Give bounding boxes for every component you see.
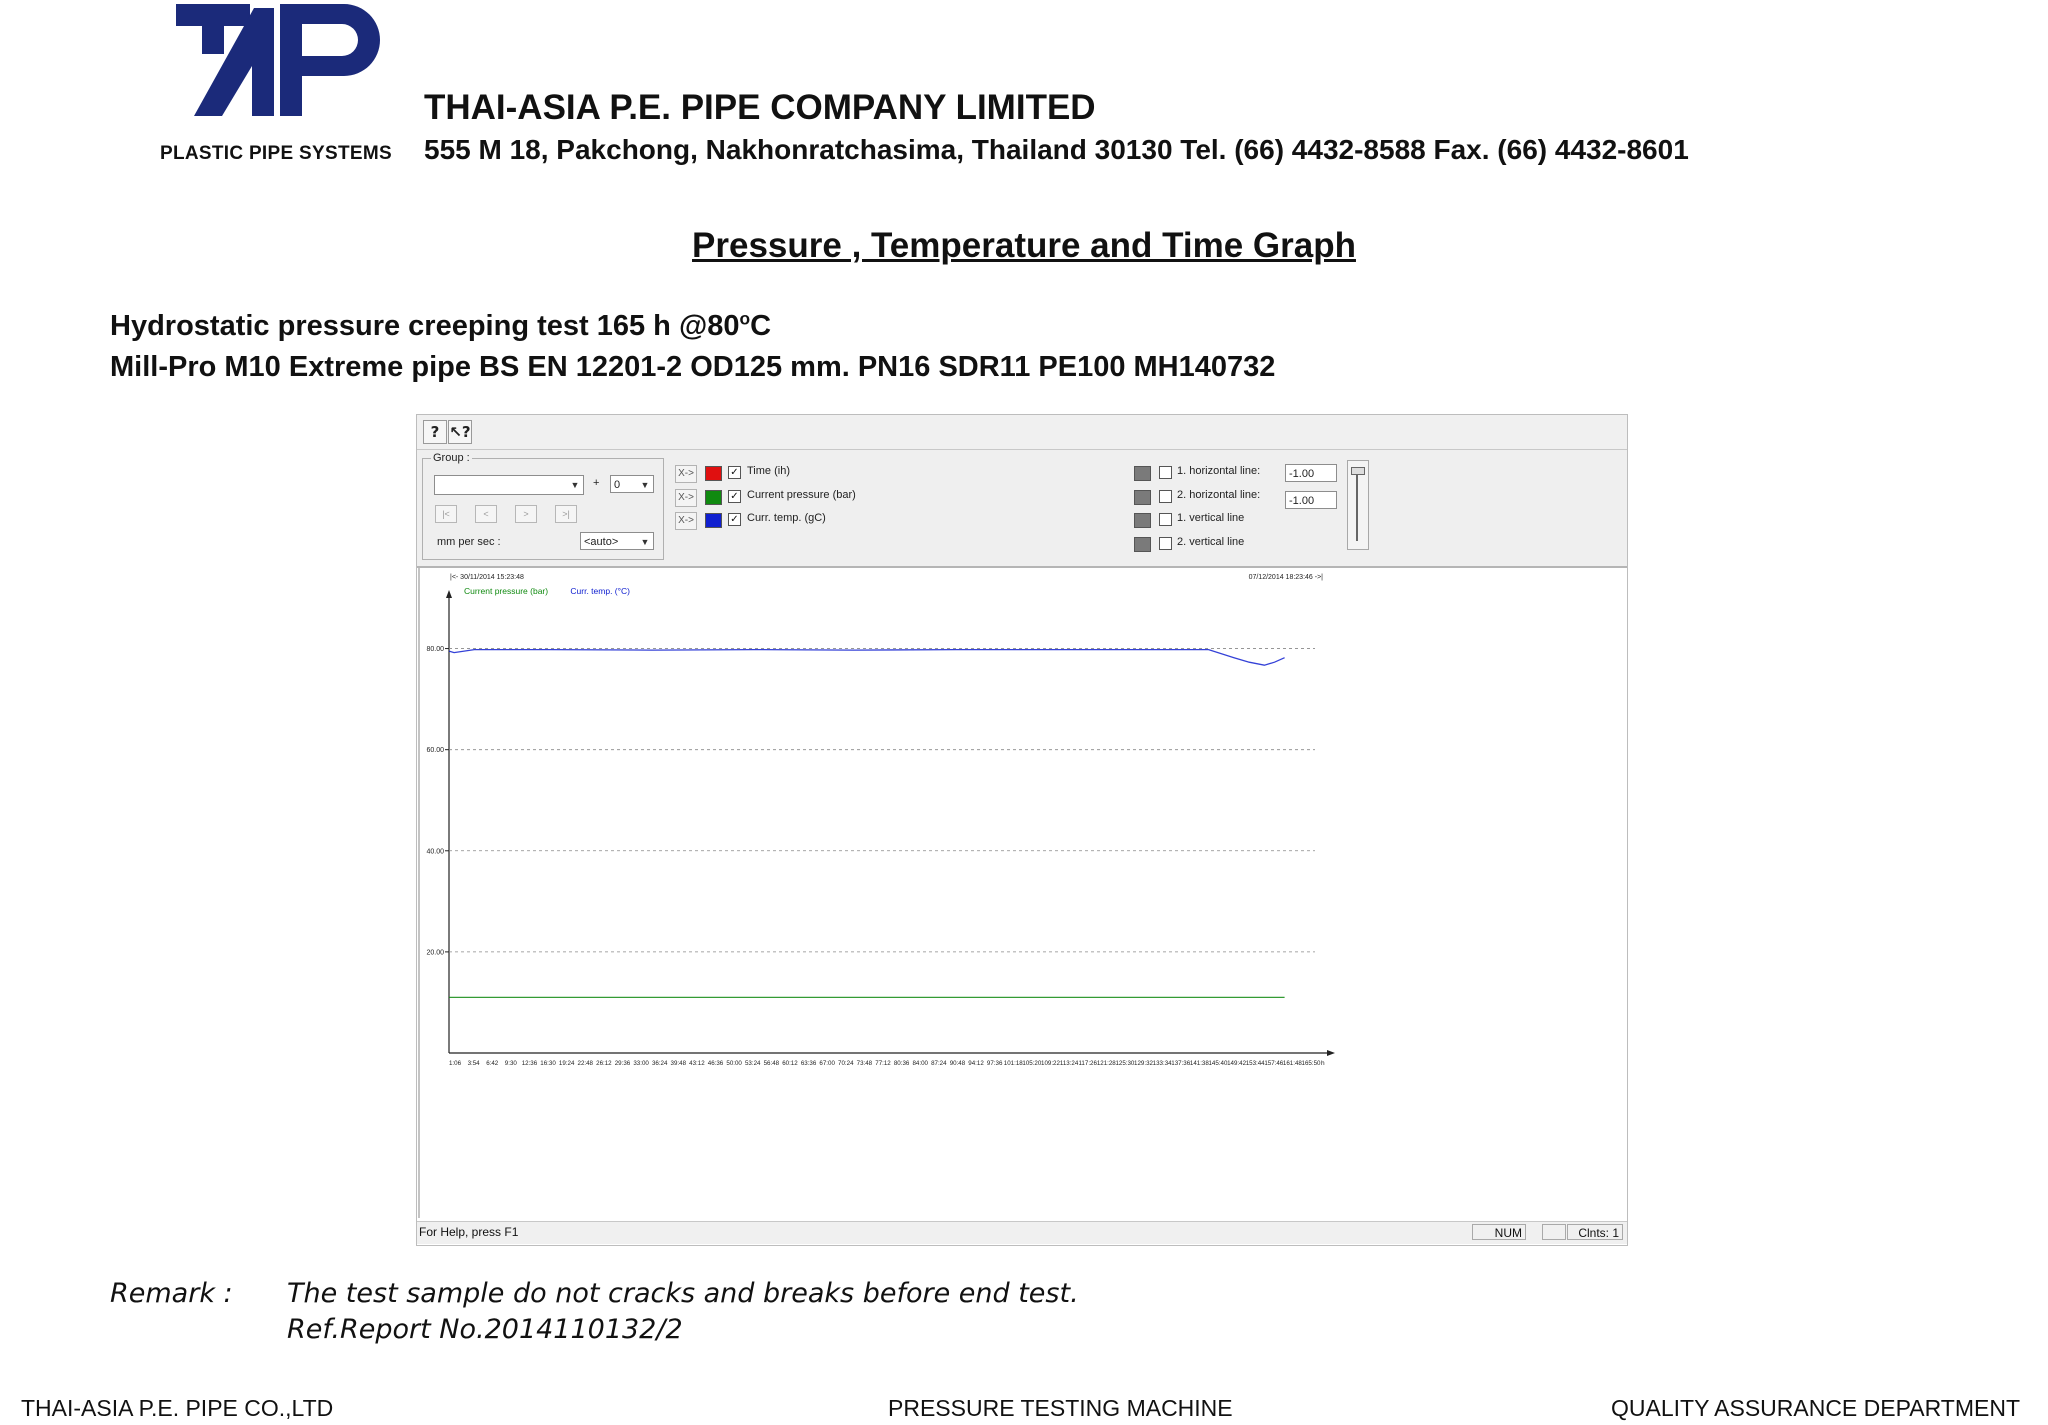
status-cell-empty (1542, 1224, 1566, 1240)
x-tick-label: 60:12 (782, 1060, 798, 1067)
channel-color-swatch[interactable] (705, 513, 722, 528)
x-tick-label: 153:44 (1245, 1060, 1265, 1067)
x-unit-label: h (1321, 1060, 1325, 1067)
guide-label: 1. vertical line (1177, 512, 1245, 524)
next-button[interactable]: > (515, 505, 537, 523)
context-help-icon[interactable]: ↖? (448, 420, 472, 444)
x-tick-label: 97:36 (986, 1060, 1003, 1067)
x-tick-label: 80:36 (893, 1060, 910, 1067)
x-tick-label: 165:50 (1301, 1060, 1321, 1067)
group-select[interactable] (434, 475, 584, 495)
company-logo (176, 4, 380, 118)
remark-text: The test sample do not cracks and breaks before end test. (287, 1278, 1079, 1309)
plus-label: + (593, 477, 600, 489)
x-tick-label: 117:26 (1078, 1060, 1097, 1067)
last-button[interactable]: >| (555, 505, 577, 523)
document-title: Pressure , Temperature and Time Graph (692, 226, 1356, 265)
x-tick-label: 26:12 (596, 1060, 612, 1067)
x-tick-label: 3:54 (467, 1060, 480, 1067)
reference-report: Ref.Report No.2014110132/2 (287, 1314, 683, 1345)
x-tick-label: 121:28 (1096, 1060, 1116, 1067)
x-axis-arrow (1327, 1050, 1335, 1056)
line-chart (426, 574, 1335, 1067)
status-bar (417, 1221, 1627, 1244)
help-icon[interactable]: ? (423, 420, 447, 444)
x-tick-label: 157:46 (1264, 1060, 1284, 1067)
channel-label: Current pressure (bar) (747, 489, 856, 501)
status-help-text: For Help, press F1 (419, 1225, 519, 1239)
legend-entry: Current pressure (bar) (464, 586, 549, 596)
offset-select-value: 0 (614, 479, 621, 491)
channel-checkbox[interactable]: ✓ (728, 513, 741, 526)
x-tick-label: 84:00 (912, 1060, 928, 1067)
x-tick-label: 6:42 (486, 1060, 499, 1067)
guide-label: 1. horizontal line: (1177, 465, 1261, 477)
x-tick-label: 12:36 (521, 1060, 538, 1067)
x-tick-label: 53:24 (744, 1060, 761, 1067)
vertical-slider[interactable] (1347, 460, 1369, 550)
guide-label: 2. horizontal line: (1177, 489, 1261, 501)
x-tick-label: 113:24 (1059, 1060, 1079, 1067)
x-tick-label: 90:48 (949, 1060, 966, 1067)
x-tick-label: 67:00 (819, 1060, 835, 1067)
x-tick-label: 145:40 (1208, 1060, 1228, 1067)
app-toolbar (417, 415, 1627, 450)
x-tick-label: 77:12 (875, 1060, 891, 1067)
footer-company: THAI-ASIA P.E. PIPE CO.,LTD (21, 1395, 334, 1421)
series-line (449, 650, 1285, 666)
slider-thumb[interactable] (1351, 467, 1365, 475)
chevron-down-icon: ▼ (640, 480, 650, 490)
logo-caption: PLASTIC PIPE SYSTEMS (160, 143, 392, 164)
slider-track (1356, 467, 1358, 541)
num-lock-indicator: NUM (1472, 1224, 1526, 1240)
x-tick-label: 1:06 (448, 1060, 462, 1067)
test-description-unit: C (750, 310, 772, 342)
x-tick-label: 87:24 (931, 1060, 947, 1067)
x-tick-label: 46:36 (707, 1060, 724, 1067)
x-tick-label: 16:30 (540, 1060, 556, 1067)
x-tick-label: 149:42 (1227, 1060, 1247, 1067)
channel-x-button[interactable]: X-> (675, 512, 697, 530)
channel-label: Curr. temp. (gC) (747, 512, 826, 524)
y-tick-label: 40.00 (426, 848, 444, 856)
x-tick-label: 50:00 (726, 1060, 742, 1067)
x-tick-label: 161:48 (1282, 1060, 1302, 1067)
legend-entry: Curr. temp. (°C) (570, 586, 631, 596)
y-tick-label: 20.00 (426, 949, 444, 957)
x-tick-label: 43:12 (689, 1060, 705, 1067)
degree-sup: o (739, 308, 751, 329)
mm-per-sec-value: <auto> (584, 536, 619, 548)
company-address: 555 M 18, Pakchong, Nakhonratchasima, Thailand 30130 Tel. (66) 4432-8588 Fax. (66) 4432-8601 (424, 134, 1689, 165)
clients-indicator: Clnts: 1 (1567, 1224, 1623, 1240)
x-tick-label: 56:48 (763, 1060, 780, 1067)
x-tick-label: 39:48 (670, 1060, 687, 1067)
remark-label: Remark : (110, 1278, 233, 1309)
x-tick-label: 133:34 (1152, 1060, 1172, 1067)
guide-checkbox[interactable] (1159, 513, 1172, 526)
guide-checkbox[interactable] (1159, 490, 1172, 503)
prev-button[interactable]: < (475, 505, 497, 523)
mm-per-sec-label: mm per sec : (437, 536, 501, 548)
channel-checkbox[interactable]: ✓ (728, 466, 741, 479)
guide-color-swatch[interactable] (1134, 490, 1151, 505)
chevron-down-icon: ▼ (570, 480, 580, 490)
x-tick-label: 125:30 (1115, 1060, 1135, 1067)
channel-checkbox[interactable]: ✓ (728, 490, 741, 503)
end-time-label: 07/12/2014 18:23:46 ->| (1248, 574, 1323, 581)
x-tick-label: 94:12 (968, 1060, 984, 1067)
x-tick-label: 105:20 (1022, 1060, 1042, 1067)
guide-checkbox[interactable] (1159, 537, 1172, 550)
footer-machine: PRESSURE TESTING MACHINE (888, 1395, 1233, 1421)
guide-label: 2. vertical line (1177, 536, 1245, 548)
x-tick-label: 101:18 (1003, 1060, 1023, 1067)
channel-label: Time (ih) (747, 465, 790, 477)
y-tick-label: 80.00 (426, 646, 444, 654)
guide-value-input[interactable]: -1.00 (1285, 491, 1337, 509)
guide-color-swatch[interactable] (1134, 466, 1151, 481)
chevron-down-icon: ▼ (640, 537, 650, 547)
x-tick-label: 9:30 (504, 1060, 517, 1067)
graph-plot-area (417, 568, 1627, 1218)
company-name: THAI-ASIA P.E. PIPE COMPANY LIMITED (424, 88, 1096, 127)
guide-color-swatch[interactable] (1134, 537, 1151, 552)
x-tick-label: 141:38 (1189, 1060, 1209, 1067)
x-tick-label: 29:36 (614, 1060, 631, 1067)
x-tick-label: 36:24 (651, 1060, 668, 1067)
x-tick-label: 19:24 (558, 1060, 575, 1067)
channel-x-button[interactable]: X-> (675, 465, 697, 483)
channel-color-swatch[interactable] (705, 490, 722, 505)
x-tick-label: 109:22 (1041, 1060, 1060, 1067)
start-time-label: |<- 30/11/2014 15:23:48 (450, 574, 524, 581)
group-label: Group : (433, 452, 470, 464)
mm-per-sec-select[interactable] (580, 532, 654, 550)
x-tick-label: 129:32 (1134, 1060, 1153, 1067)
footer-department: QUALITY ASSURANCE DEPARTMENT (1611, 1395, 2020, 1421)
control-panel (417, 450, 1627, 568)
x-tick-label: 70:24 (838, 1060, 854, 1067)
x-tick-label: 73:48 (856, 1060, 873, 1067)
y-axis-arrow (446, 590, 452, 598)
y-tick-label: 60.00 (426, 747, 444, 755)
guide-value-input[interactable]: -1.00 (1285, 464, 1337, 482)
offset-select[interactable] (610, 475, 654, 493)
x-tick-label: 137:36 (1171, 1060, 1191, 1067)
first-button[interactable]: |< (435, 505, 457, 523)
test-description-text: Hydrostatic pressure creeping test 165 h @80 (110, 310, 740, 342)
test-description (110, 310, 771, 343)
guide-checkbox[interactable] (1159, 466, 1172, 479)
guide-color-swatch[interactable] (1134, 513, 1151, 528)
channel-x-button[interactable]: X-> (675, 489, 697, 507)
x-tick-label: 22:48 (577, 1060, 594, 1067)
x-tick-label: 63:36 (800, 1060, 817, 1067)
pipe-specification: Mill-Pro M10 Extreme pipe BS EN 12201-2 OD125 mm. PN16 SDR11 PE100 MH140732 (110, 351, 1276, 383)
graph-application-window (416, 414, 1628, 1246)
channel-color-swatch[interactable] (705, 466, 722, 481)
x-tick-label: 33:00 (633, 1060, 649, 1067)
